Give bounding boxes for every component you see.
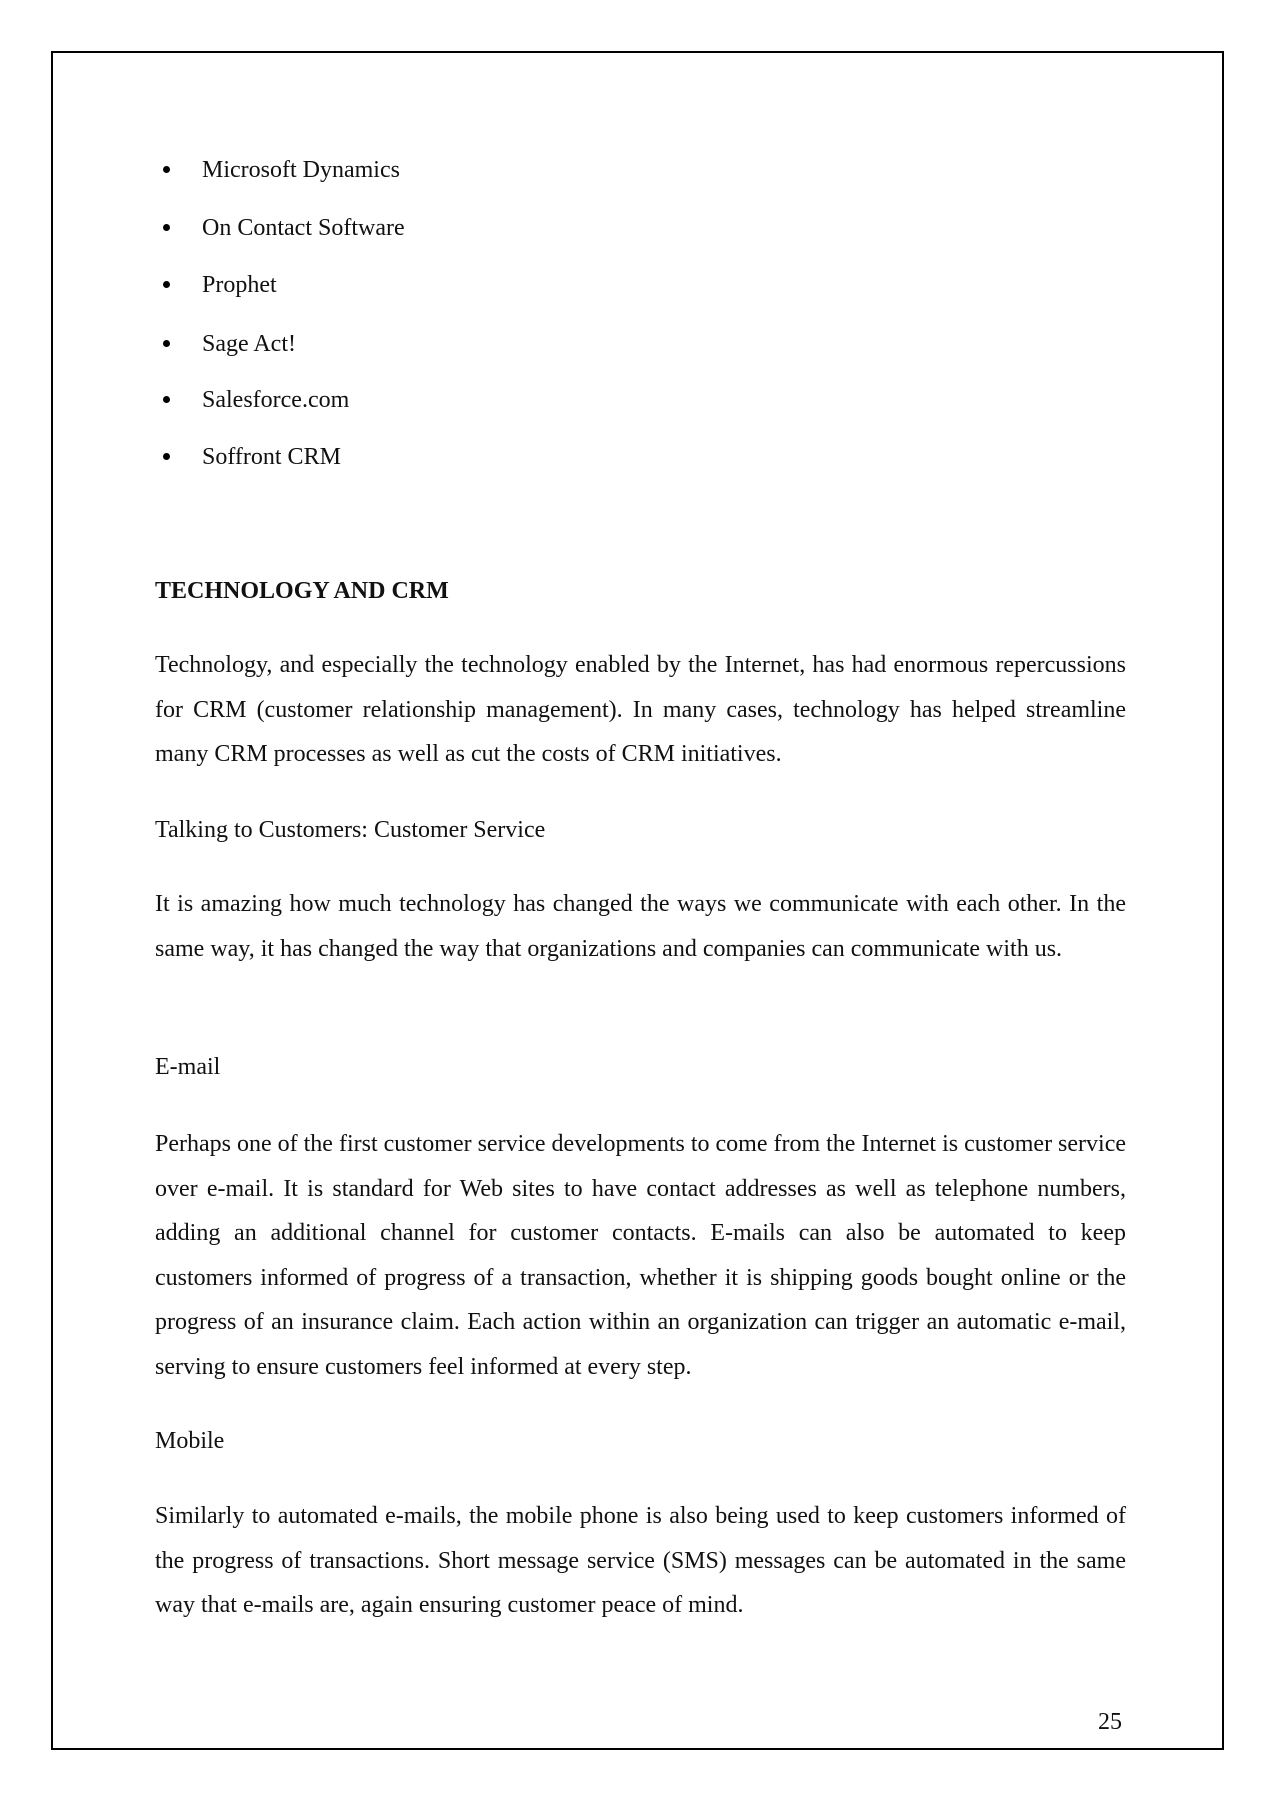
list-item-text: Salesforce.com bbox=[202, 387, 350, 413]
subheading-customer-service: Talking to Customers: Customer Service bbox=[155, 817, 546, 843]
bullet-icon bbox=[163, 453, 170, 460]
list-item bbox=[163, 435, 341, 480]
bullet-icon bbox=[163, 281, 170, 288]
list-item bbox=[163, 322, 296, 367]
bullet-icon bbox=[163, 166, 170, 173]
list-item-text: Prophet bbox=[202, 272, 277, 298]
bullet-icon bbox=[163, 396, 170, 403]
paragraph-communication: It is amazing how much technology has changed the ways we communicate with each other. In the same way, it has changed the way that organizations and companies can communicate with us. bbox=[155, 891, 1126, 962]
list-item bbox=[163, 263, 277, 308]
page-number: 25 bbox=[1098, 1709, 1122, 1735]
subheading-email: E-mail bbox=[155, 1054, 221, 1080]
section-heading: TECHNOLOGY AND CRM bbox=[155, 578, 449, 604]
list-item-text: Sage Act! bbox=[202, 331, 296, 357]
bullet-icon bbox=[163, 340, 170, 347]
list-item bbox=[163, 378, 349, 423]
paragraph-email: Perhaps one of the first customer service developments to come from the Internet is customer service over e-mail. It is standard for Web sites to have contact addresses as well as telephone numbers, adding an additional channel for customer contacts. E-mails can also be automated to keep customers informed of progress of a transaction, whether it is shipping goods bought online or the progress of an insurance claim. Each action within an organization can trigger an automatic e-mail, serving to ensure customers feel informed at every step. bbox=[155, 1131, 1127, 1380]
subheading-mobile: Mobile bbox=[155, 1428, 225, 1454]
list-item-text: Soffront CRM bbox=[202, 444, 341, 470]
bullet-icon bbox=[163, 224, 170, 231]
list-item bbox=[163, 206, 405, 251]
list-item-text: Microsoft Dynamics bbox=[202, 157, 400, 183]
paragraph-mobile: Similarly to automated e-mails, the mobile phone is also being used to keep customers informed of the progress of transactions. Short message service (SMS) messages can be automated in the same way that e-mails are, again ensuring customer peace of mind. bbox=[155, 1503, 1126, 1618]
list-item-text: On Contact Software bbox=[202, 215, 405, 241]
paragraph-technology: Technology, and especially the technology enabled by the Internet, has had enormous repercussions for CRM (customer relationship management). In many cases, technology has helped streamline many CRM processes as well as cut the costs of CRM initiatives. bbox=[155, 652, 1126, 767]
list-item bbox=[163, 148, 400, 193]
